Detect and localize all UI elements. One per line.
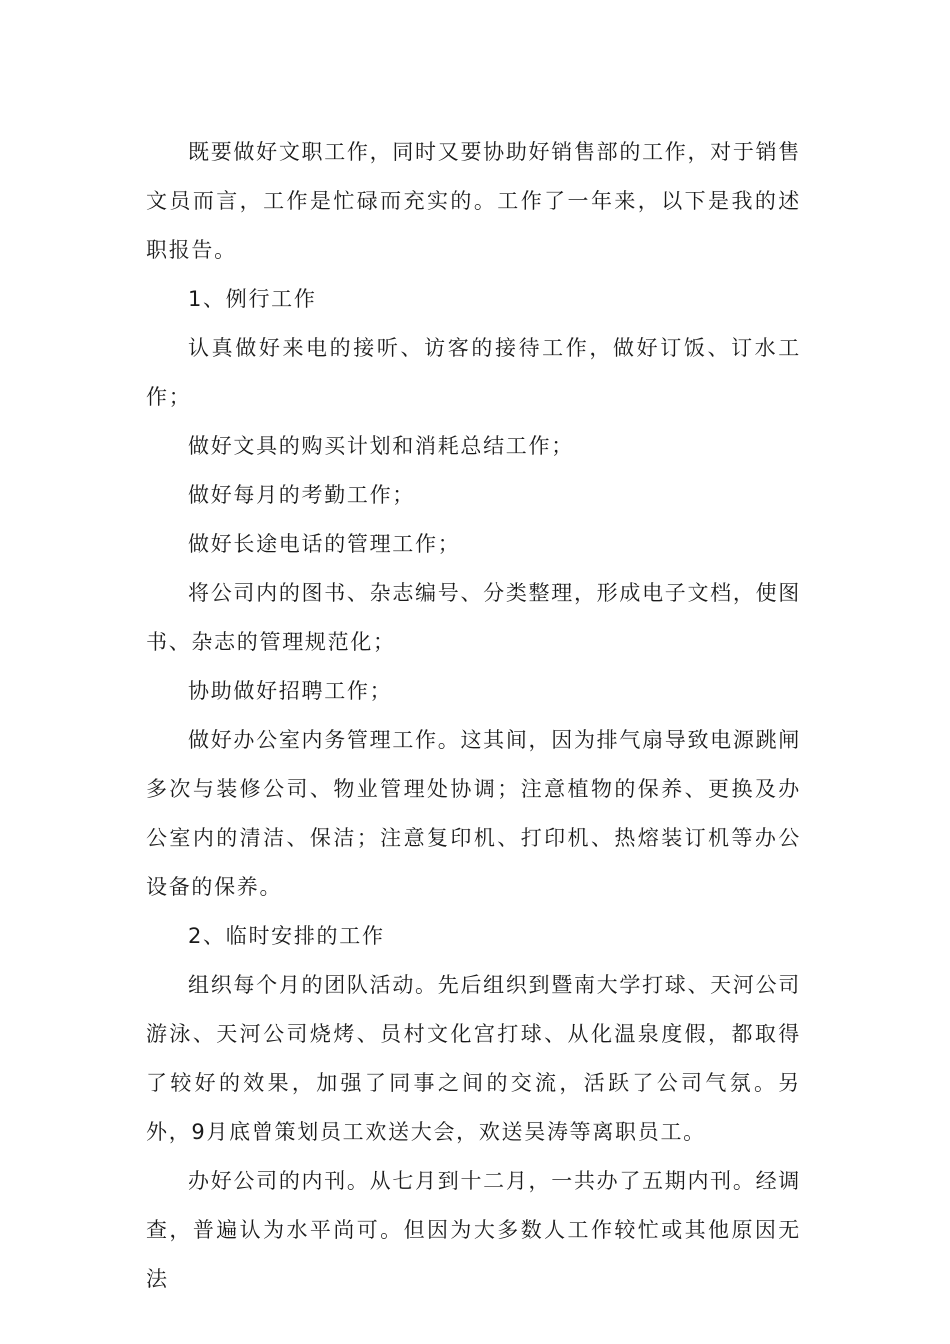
paragraph-office-management: 做好办公室内务管理工作。这其间，因为排气扇导致电源跳闸多次与装修公司、物业管理处协调；注意植物的保养、更换及办公室内的清洁、保洁；注意复印机、打印机、热熔装订机等办公设备的保养。: [146, 728, 801, 899]
paragraph-stationery: 做好文具的购买计划和消耗总结工作；: [188, 434, 574, 458]
paragraph-attendance: 做好每月的考勤工作；: [188, 483, 415, 507]
section-heading-routine-work: 1、例行工作: [188, 287, 317, 311]
paragraph-recruitment: 协助做好招聘工作；: [188, 679, 393, 703]
paragraph-long-distance-calls: 做好长途电话的管理工作；: [188, 532, 461, 556]
paragraph-internal-magazine: 办好公司的内刊。从七月到十二月，一共办了五期内刊。经调查，普遍认为水平尚可。但因为大多数人工作较忙或其他原因无法: [146, 1169, 801, 1291]
section-heading-temporary-work: 2、临时安排的工作: [188, 924, 385, 948]
paragraph-intro: 既要做好文职工作，同时又要协助好销售部的工作，对于销售文员而言，工作是忙碌而充实的。工作了一年来，以下是我的述职报告。: [146, 140, 801, 262]
document-body: [146, 128, 801, 1304]
paragraph-phone-visitors: 认真做好来电的接听、访客的接待工作，做好订饭、订水工作；: [146, 336, 801, 409]
paragraph-library: 将公司内的图书、杂志编号、分类整理，形成电子文档，使图书、杂志的管理规范化；: [146, 581, 801, 654]
paragraph-team-activities: 组织每个月的团队活动。先后组织到暨南大学打球、天河公司游泳、天河公司烧烤、员村文化宫打球、从化温泉度假，都取得了较好的效果，加强了同事之间的交流，活跃了公司气氛。另外，9月底曾策划员工欢送大会，欢送吴涛等离职员工。: [146, 973, 801, 1144]
